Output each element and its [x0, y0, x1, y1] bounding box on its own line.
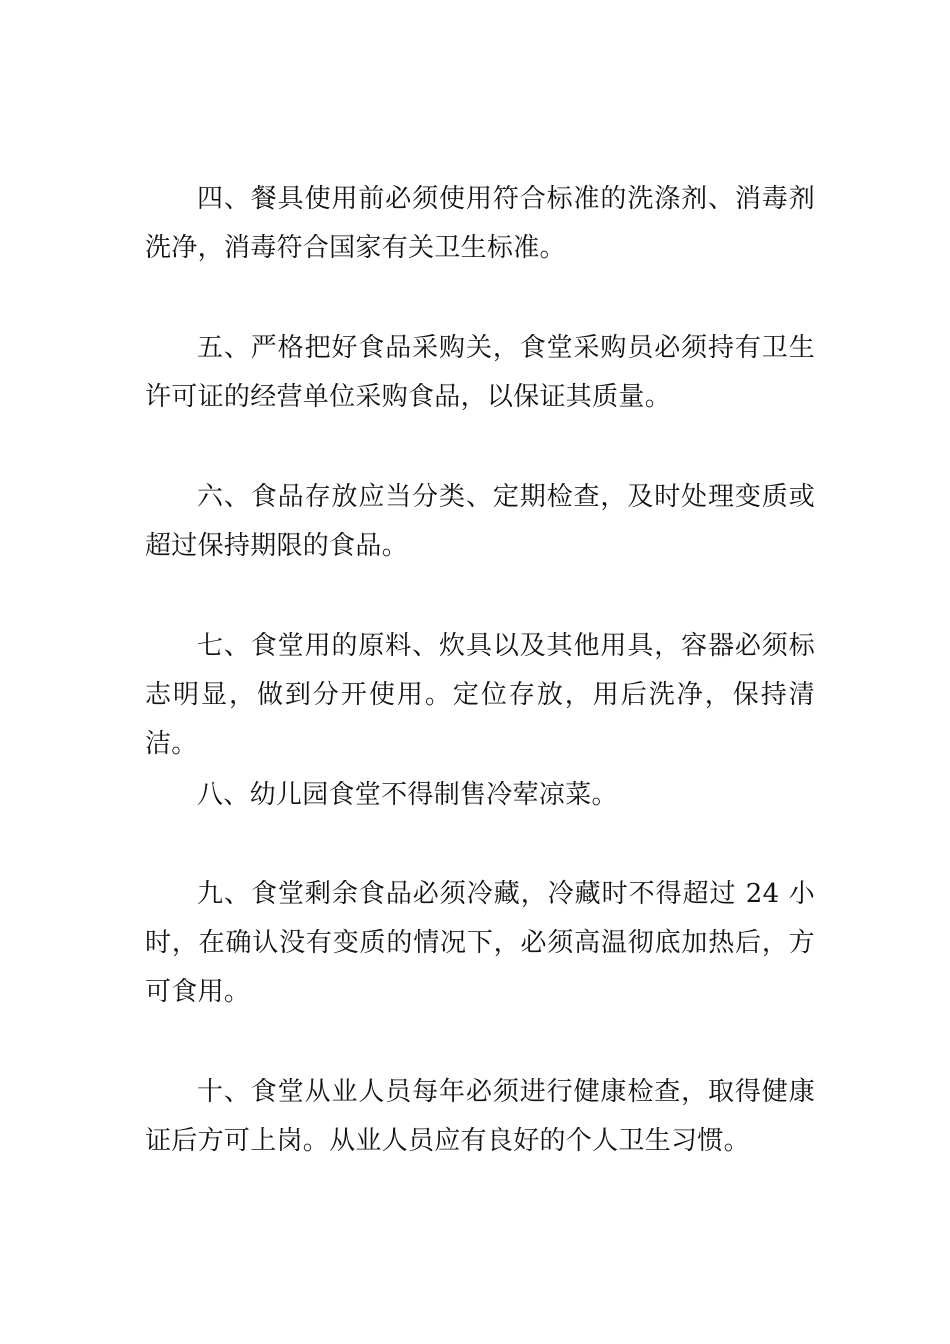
paragraph-rule-8: 八、幼儿园食堂不得制售冷荤凉菜。 — [197, 780, 618, 810]
paragraph-rule-10: 十、食堂从业人员每年必须进行健康检查，取得健康证后方可上岗。从业人员应有良好的个人卫生习惯。 — [145, 1077, 815, 1156]
paragraph-rule-6: 六、食品存放应当分类、定期检查，及时处理变质或超过保持期限的食品。 — [145, 482, 815, 561]
paragraph-rule-9: 九、食堂剩余食品必须冷藏，冷藏时不得超过 24 小时，在确认没有变质的情况下，必须高温彻底加热后，方可食用。 — [145, 879, 815, 1007]
paragraph-rule-7: 七、食堂用的原料、炊具以及其他用具，容器必须标志明显，做到分开使用。定位存放，用后洗净，保持清洁。 — [145, 631, 815, 759]
paragraph-rule-4: 四、餐具使用前必须使用符合标准的洗涤剂、消毒剂洗净，消毒符合国家有关卫生标准。 — [145, 184, 815, 263]
paragraph-rule-5: 五、严格把好食品采购关，食堂采购员必须持有卫生许可证的经营单位采购食品，以保证其质量。 — [145, 333, 815, 412]
